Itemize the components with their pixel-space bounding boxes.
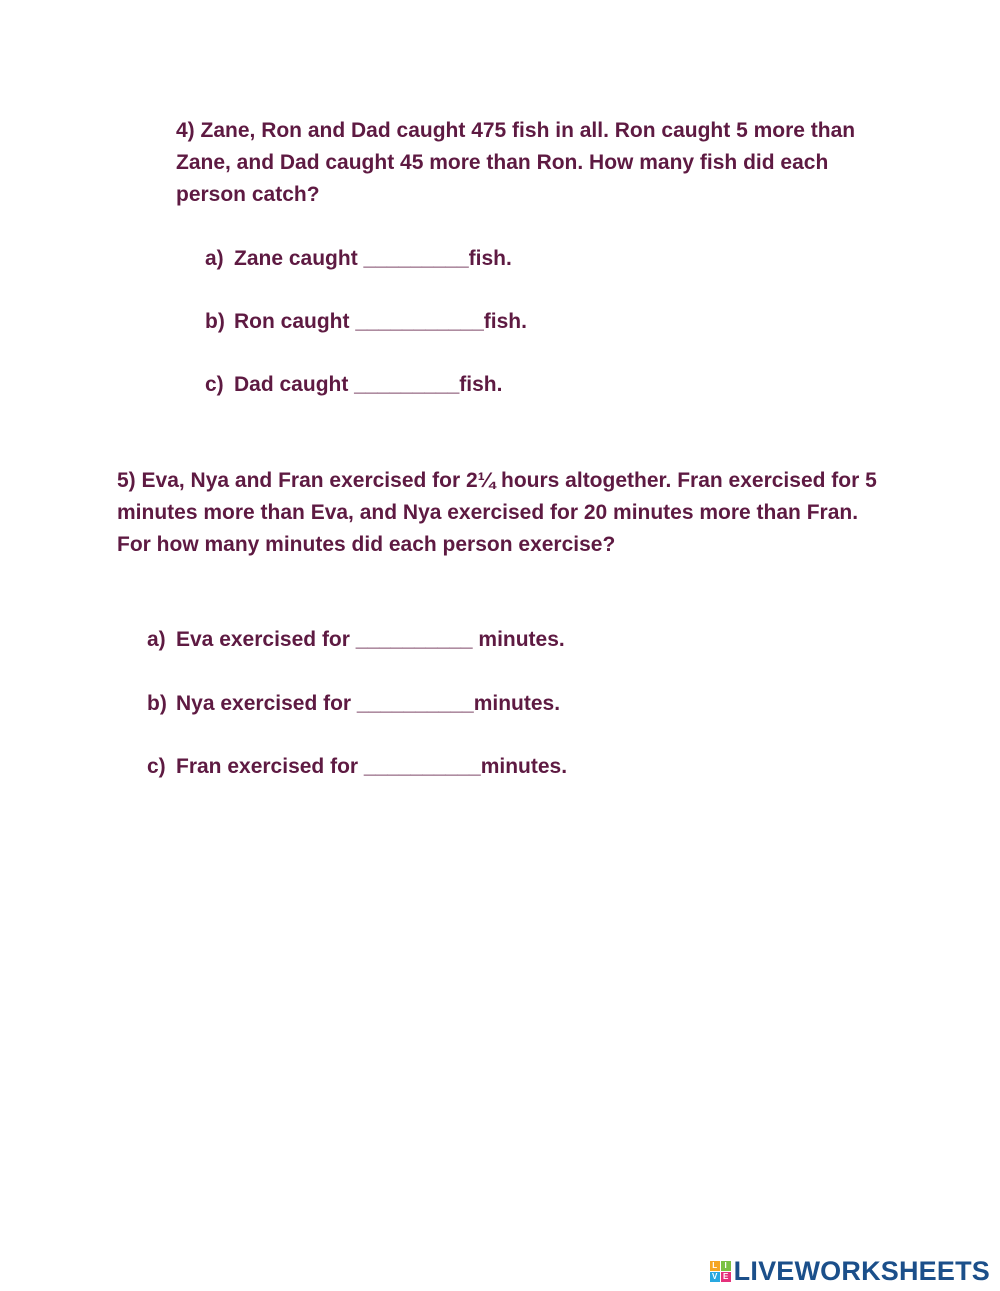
answer-text: Nya exercised for __________minutes. <box>176 692 561 715</box>
answer-text: Dad caught _________fish. <box>234 373 503 396</box>
liveworksheets-logo <box>710 1254 990 1288</box>
logo-tile-v: V <box>710 1272 720 1282</box>
answer-letter: a) <box>147 628 166 651</box>
logo-icon <box>710 1261 731 1282</box>
problem-4-answer-a[interactable] <box>205 243 512 275</box>
answer-text: Ron caught ___________fish. <box>234 310 527 333</box>
answer-letter: b) <box>147 692 167 715</box>
problem-4-answer-c[interactable] <box>205 369 502 401</box>
answer-text: Fran exercised for __________minutes. <box>176 755 568 778</box>
problem-5-answer-b[interactable] <box>147 688 560 720</box>
answer-letter: c) <box>205 373 224 396</box>
answer-text: Zane caught _________fish. <box>234 247 512 270</box>
logo-tile-l: L <box>710 1261 720 1271</box>
answer-text: Eva exercised for __________ minutes. <box>176 628 565 651</box>
problem-4-answer-b[interactable] <box>205 306 527 338</box>
problem-5-text: 5) Eva, Nya and Fran exercised for 2¼ hours altogether. Fran exercised for 5 minutes more than Eva, and Nya exercised for 20 minutes more than Fran. For how many minutes did each person exercise? <box>117 469 877 556</box>
logo-text: LIVEWORKSHEETS <box>733 1255 990 1286</box>
answer-letter: b) <box>205 310 225 333</box>
problem-4-text: 4) Zane, Ron and Dad caught 475 fish in all. Ron caught 5 more than Zane, and Dad caught 45 more than Ron. How many fish did each person catch? <box>176 119 856 206</box>
answer-letter: c) <box>147 755 166 778</box>
problem-5-answer-a[interactable] <box>147 624 565 656</box>
logo-tile-i: I <box>721 1261 731 1271</box>
problem-5-answer-c[interactable] <box>147 751 567 783</box>
answer-letter: a) <box>205 247 224 270</box>
logo-tile-e: E <box>721 1272 731 1282</box>
